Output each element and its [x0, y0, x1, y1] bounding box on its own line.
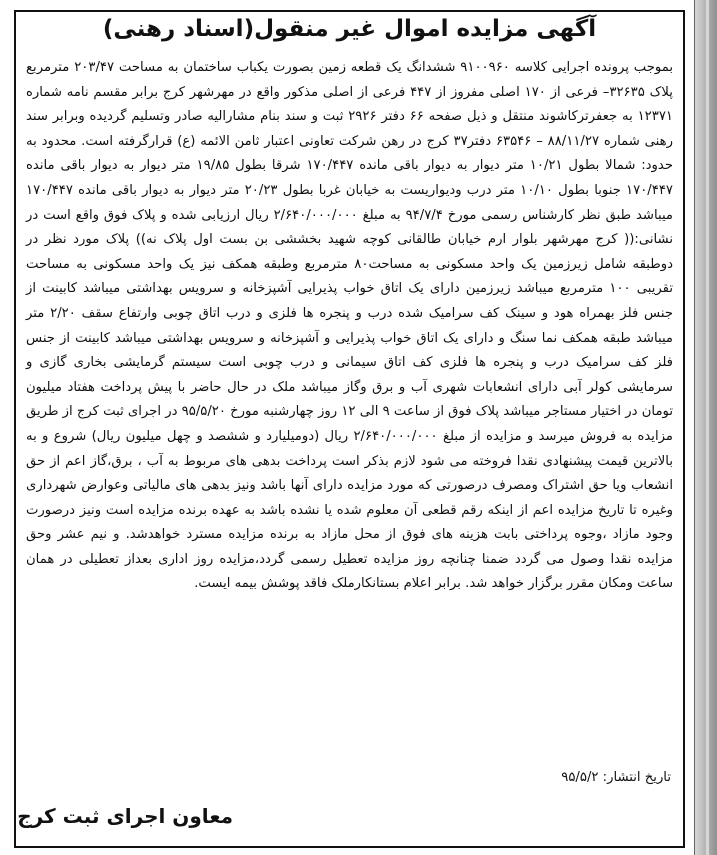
page-edge-highlight	[706, 0, 709, 855]
page-edge-shadow	[694, 0, 717, 855]
publication-date: تاریخ انتشار: ۹۵/۵/۲	[561, 770, 671, 785]
signature-title: معاون اجرای ثبت کرج	[17, 804, 233, 828]
notice-body: بموجب پرونده اجرایی کلاسه ۹۱۰۰۹۶۰ ششدانگ یک قطعه زمین بصورت یکباب ساختمان به مساحت ۲۰۳/۴۷ مترمربع پلاک ۳۲۶۳۵– فرعی از ۱۷۰ اصلی مفروز از ۴۴۷ فرعی از اصلی مذکور واقع در مهرشهر کرج برابر مقسم نامه شماره ۱۲۳۷۱ به جعفرترکاشوند منتقل و ذیل صفحه ۶۶ دفتر ۲۹۲۶ ثبت و سند بنام مشارالیه صادر وتسلیم گردیده وبرابر سند رهنی شماره ۸۸/۱۱/۲۷ – ۶۳۵۴۶ دفتر۳۷ کرج در رهن شرکت تعاونی اعتبار ثامن الائمه (ع) قرارگرفته است. محدود به حدود: شمالا بطول ۱۰/۲۱ متر دیوار به دیوار باقی مانده ۱۷۰/۴۴۷ شرقا بطول ۱۹/۸۵ متر دیوار به دیوار باقی مانده ۱۷۰/۴۴۷ جنوبا بطول ۱۰/۱۰ متر درب ودیواریست به خیابان غربا بطول ۲۰/۲۳ متر دیوار به دیوار باقی مانده ۱۷۰/۴۴۷ میباشد طبق نظر کارشناس رسمی مورخ ۹۴/۷/۴ به مبلغ ۲/۶۴۰/۰۰۰/۰۰۰ ریال ارزیابی شده و پلاک فوق واقع است در نشانی:(( کرج مهرشهر بلوار ارم خیابان طالقانی کوچه شهید بخششی بن بست اول پلاک نه)) پلاک مورد نظر در دوطبقه شامل زیرزمین یک واحد مسکونی به مساحت۸۰ مترمربع وطبقه همکف نیز یک واحد مسکونی به مساحت تقریبی ۱۰۰ مترمربع میباشد زیرزمین دارای یک اتاق خواب پذیرایی آشپزخانه و سرویس بهداشتی میباشد کابینت از جنس فلز بهمراه هود و سینک کف سرامیک شده درب و پنجره ها فلزی و درب اتاق چوبی وارتفاع سقف ۲/۲۰ متر میباشد طبقه همکف نما سنگ و دارای یک اتاق خواب پذیرایی و آشپزخانه و سرویس بهداشتی میباشد کابینت از جنس فلز کف سرامیک درب و پنجره ها فلزی کف اتاق سیمانی و درب چوبی است سیستم گرمایشی بخاری گازی و سرمایشی کولر آبی دارای انشعابات شهری آب و برق وگاز میباشد ملک در حال حاضر با پیش پرداخت هفتاد میلیون تومان در اختیار مستاجر میباشد پلاک فوق از ساعت ۹ الی ۱۲ روز چهارشنبه مورخ ۹۵/۵/۲۰ در اجرای ثبت کرج از طریق مزایده به فروش میرسد و مزایده از مبلغ ۲/۶۴۰/۰۰۰/۰۰۰ ریال (دومیلیارد و ششصد و چهل میلیون ریال) شروع و به بالاترین قیمت پیشنهادی نقدا فروخته می شود لازم بذکر است پرداخت بدهی های مربوط به آب ، برق،گاز اعم از حق انشعاب ویا حق اشتراک ومصرف درصورتی که مورد مزایده دارای آنها باشد ونیز بدهی های مالیاتی وعوارض شهرداری وغیره تا تاریخ مزایده اعم از اینکه رقم قطعی آن معلوم شده یا نشده باشد به عهده برنده مزایده است ونیز درصورت وجود مازاد ،وجوه پرداختی بابت هزینه های فوق از محل مازاد به برنده مزایده مسترد خواهدشد. و نیم عشر وحق مزایده نقدا وصول می گردد ضمنا چنانچه روز مزایده تعطیل رسمی گردد،مزایده روز اداری بعداز تعطیلی در همان ساعت ومکان مقرر برگزار خواهد شد. برابر اعلام بستانکارملک فاقد پوشش بیمه ایست.	[26, 60, 674, 592]
notice-title: آگهی مزایده اموال غیر منقول(اسناد رهنی)	[102, 16, 597, 42]
auction-notice-box	[14, 10, 685, 848]
